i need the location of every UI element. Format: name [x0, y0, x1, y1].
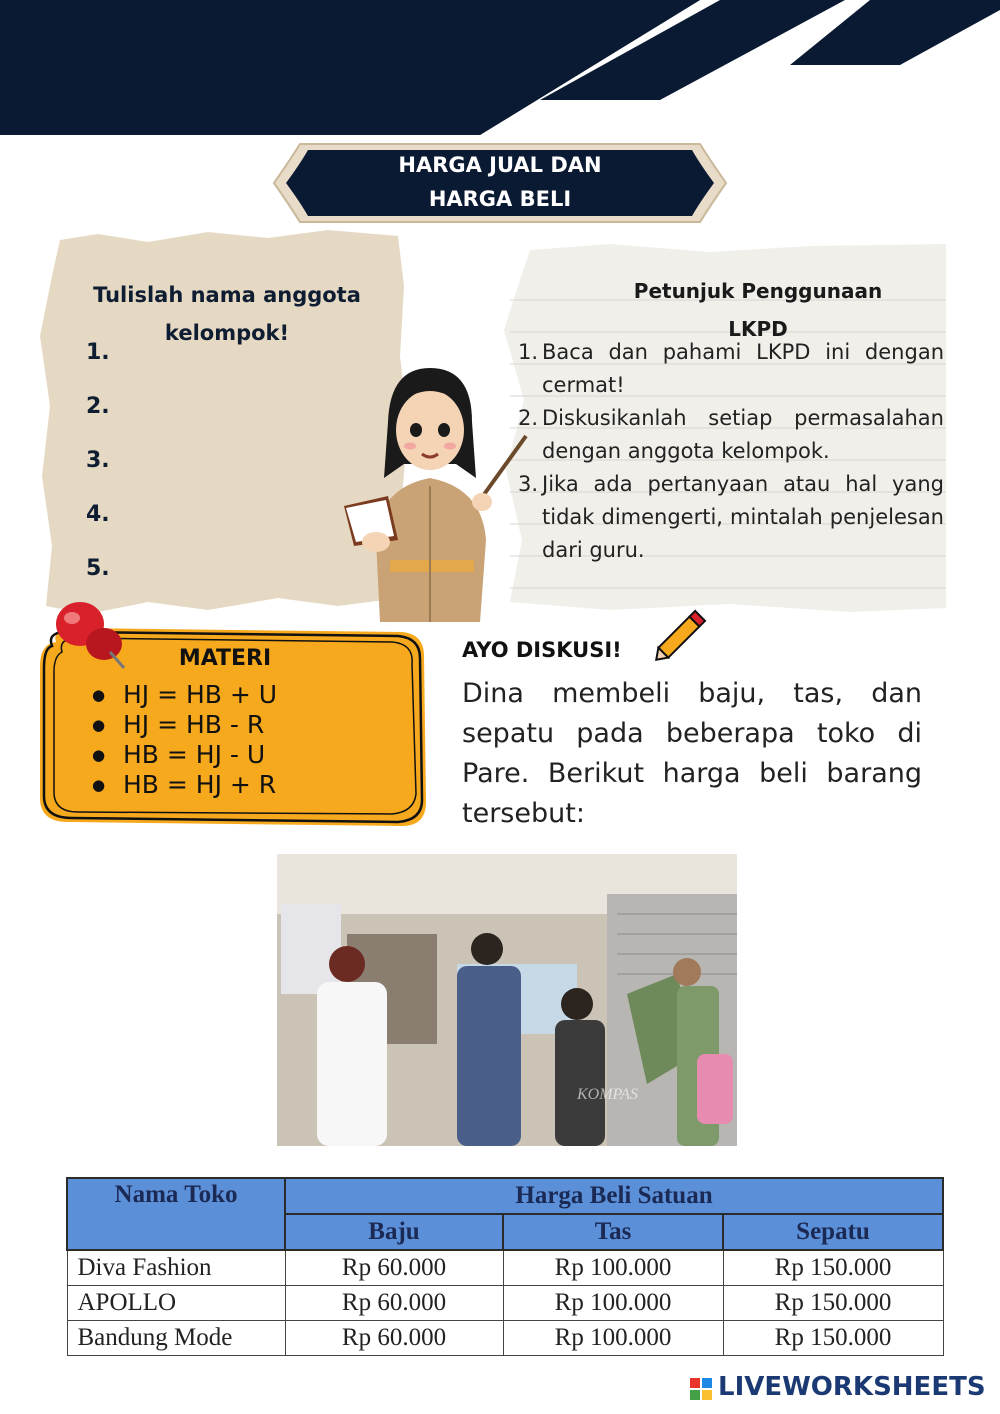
photo-watermark: KOMPAS	[577, 1086, 639, 1103]
materi-heading: MATERI	[178, 646, 272, 671]
guide-item-text: Diskusikanlah setiap permasalahan dengan anggota kelompok.	[542, 406, 944, 463]
price-cell: Rp 150.000	[723, 1285, 943, 1320]
store-cell: Bandung Mode	[67, 1320, 285, 1355]
member-number-4: 4.	[86, 502, 110, 527]
formula-item: ● HJ = HB + U	[92, 680, 277, 710]
price-cell: Rp 100.000	[503, 1250, 723, 1285]
formula-item: ● HJ = HB - R	[92, 710, 277, 740]
price-cell: Rp 60.000	[285, 1250, 503, 1285]
guide-item	[518, 468, 944, 567]
members-heading-line-1: Tulislah nama anggota	[93, 283, 361, 307]
teacher-illustration	[330, 360, 530, 622]
page-title	[270, 148, 730, 216]
member-number-3: 3.	[86, 448, 110, 473]
table-header-row	[67, 1178, 943, 1214]
store-cell: APOLLO	[67, 1285, 285, 1320]
member-number-2: 2.	[86, 394, 110, 419]
price-cell: Rp 100.000	[503, 1285, 723, 1320]
price-group-header: Harga Beli Satuan	[285, 1178, 943, 1214]
members-heading	[82, 276, 372, 352]
price-cell: Rp 150.000	[723, 1320, 943, 1355]
price-cell: Rp 100.000	[503, 1320, 723, 1355]
guide-item-number: 1.	[518, 340, 539, 364]
pencil-icon	[646, 600, 716, 670]
price-table	[66, 1177, 944, 1356]
guide-item-number: 3.	[518, 472, 539, 496]
members-heading-line-2: kelompok!	[164, 321, 290, 345]
column-header-sepatu: Sepatu	[723, 1214, 943, 1250]
table-row	[67, 1285, 943, 1320]
price-cell: Rp 60.000	[285, 1320, 503, 1355]
guide-heading-line-2: LKPD	[728, 317, 788, 341]
guide-heading-line-1: Petunjuk Penggunaan	[633, 279, 883, 303]
title-line-1: HARGA JUAL DAN	[398, 153, 602, 177]
store-photo	[277, 854, 737, 1146]
guide-item	[518, 402, 944, 468]
table-row	[67, 1250, 943, 1285]
price-cell: Rp 60.000	[285, 1285, 503, 1320]
formula-list	[92, 680, 277, 800]
member-number-1: 1.	[86, 340, 110, 365]
formula-item: ● HB = HJ + R	[92, 770, 277, 800]
title-line-2: HARGA BELI	[428, 187, 572, 211]
formula-item: ● HB = HJ - U	[92, 740, 277, 770]
column-header-tas: Tas	[503, 1214, 723, 1250]
guide-item-text: Baca dan pahami LKPD ini dengan cermat!	[542, 340, 944, 397]
store-cell: Diva Fashion	[67, 1250, 285, 1285]
guide-item-number: 2.	[518, 406, 539, 430]
footer-brand: LIVEWORKSHEETS	[718, 1372, 986, 1402]
guide-item	[518, 336, 944, 402]
pin-icon	[50, 600, 132, 672]
guide-list	[518, 336, 944, 567]
guide-item-text: Jika ada pertanyaan atau hal yang tidak dimengerti, mintalah penjelesan dari guru.	[542, 472, 944, 562]
column-header-baju: Baju	[285, 1214, 503, 1250]
table-row	[67, 1320, 943, 1355]
diskusi-heading: AYO DISKUSI!	[462, 638, 622, 662]
store-column-header: Nama Toko	[67, 1178, 285, 1250]
header-banner	[0, 0, 1000, 135]
member-number-5: 5.	[86, 556, 110, 581]
diskusi-paragraph: Dina membeli baju, tas, dan sepatu pada beberapa toko di Pare. Berikut harga beli barang tersebut:	[462, 678, 922, 829]
price-cell: Rp 150.000	[723, 1250, 943, 1285]
